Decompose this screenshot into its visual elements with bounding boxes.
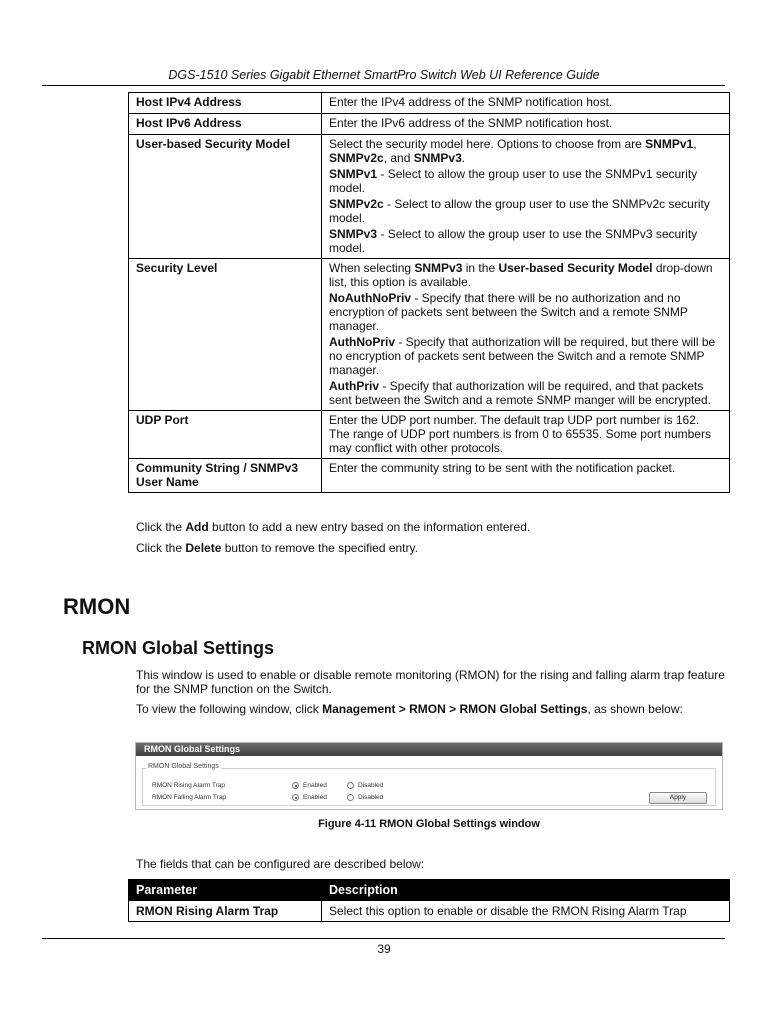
table-row — [129, 93, 730, 114]
intro-paragraph: This window is used to enable or disable remote monitoring (RMON) for the rising and falling alarm trap feature for the SNMP function on the Switch. — [136, 668, 725, 696]
section-subheading: RMON Global Settings — [82, 638, 275, 658]
param-name: RMON Rising Alarm Trap — [129, 901, 322, 922]
table-row — [129, 901, 730, 922]
rising-enabled-option[interactable]: Enabled — [292, 782, 327, 789]
page-number: 39 — [377, 942, 391, 956]
fields-table — [128, 879, 730, 922]
parameter-table — [128, 92, 730, 493]
table-row — [129, 135, 730, 259]
column-header: Parameter — [129, 880, 322, 901]
param-name: UDP Port — [129, 411, 322, 459]
param-name: Host IPv6 Address — [129, 114, 322, 135]
radio-selected-icon[interactable] — [292, 794, 299, 801]
param-desc: Enter the IPv6 address of the SNMP notification host. — [322, 114, 730, 135]
delete-note: Click the Delete button to remove the specified entry. — [136, 541, 418, 555]
param-desc: Enter the IPv4 address of the SNMP notification host. — [322, 93, 730, 114]
param-desc: Select this option to enable or disable the RMON Rising Alarm Trap — [322, 901, 730, 922]
rising-disabled-option[interactable]: Disabled — [347, 782, 383, 789]
falling-disabled-option[interactable]: Disabled — [347, 794, 383, 801]
column-header: Description — [322, 880, 730, 901]
param-name: Host IPv4 Address — [129, 93, 322, 114]
desc-paragraph: SNMPv2c - Select to allow the group user to use the SNMPv2c security model. — [329, 197, 710, 225]
param-desc: Enter the community string to be sent with the notification packet. — [322, 459, 730, 493]
figure-caption: Figure 4-11 RMON Global Settings window — [318, 818, 540, 830]
desc-paragraph: NoAuthNoPriv - Specify that there will be no authorization and no encryption of packets sent between the Switch and a remote SNMP manager. — [329, 291, 688, 333]
table-header-row — [129, 880, 730, 901]
table-row — [129, 411, 730, 459]
desc-paragraph: SNMPv3 - Select to allow the group user to use the SNMPv3 security model. — [329, 227, 698, 255]
table-row — [129, 114, 730, 135]
param-desc: Enter the UDP port number. The default trap UDP port number is 162. The range of UDP port numbers is from 0 to 65535. Some port numbers may conflict with other protocols. — [322, 411, 730, 459]
radio-icon[interactable] — [347, 782, 354, 789]
nav-paragraph: To view the following window, click Management > RMON > RMON Global Settings, as shown below: — [136, 702, 683, 716]
fieldset-legend: RMON Global Settings — [148, 763, 219, 770]
falling-trap-label: RMON Falling Alarm Trap — [152, 794, 227, 801]
desc-paragraph: AuthNoPriv - Specify that authorization will be required, but there will be no encryption of packets sent between the Switch and a remote SNMP manager. — [329, 335, 716, 377]
apply-button[interactable]: Apply — [649, 792, 707, 804]
rmon-settings-screenshot — [135, 742, 723, 810]
desc-paragraph: Select the security model here. Options to choose from are SNMPv1, SNMPv2c, and SNMPv3. — [329, 137, 697, 165]
param-name: Community String / SNMPv3 User Name — [129, 459, 322, 493]
param-desc — [322, 259, 730, 411]
param-name: Security Level — [129, 259, 322, 411]
section-heading: RMON — [63, 594, 131, 619]
falling-enabled-option[interactable]: Enabled — [292, 794, 327, 801]
desc-paragraph: When selecting SNMPv3 in the User-based Security Model drop-down list, this option is available. — [329, 261, 713, 289]
add-note: Click the Add button to add a new entry based on the information entered. — [136, 520, 531, 534]
radio-icon[interactable] — [347, 794, 354, 801]
radio-selected-icon[interactable] — [292, 782, 299, 789]
footer-rule — [42, 938, 725, 939]
page-header: DGS-1510 Series Gigabit Ethernet SmartPro Switch Web UI Reference Guide — [168, 68, 600, 82]
desc-paragraph: AuthPriv - Specify that authorization will be required, and that packets sent between the Switch and a remote SNMP manger will be encrypted. — [329, 379, 711, 407]
fields-intro: The fields that can be configured are described below: — [136, 857, 425, 871]
param-desc — [322, 135, 730, 259]
window-title: RMON Global Settings — [136, 743, 722, 756]
param-name: User-based Security Model — [129, 135, 322, 259]
table-row — [129, 259, 730, 411]
settings-fieldset — [142, 768, 716, 806]
header-rule — [42, 85, 725, 86]
rising-trap-label: RMON Rising Alarm Trap — [152, 782, 225, 789]
desc-paragraph: SNMPv1 - Select to allow the group user to use the SNMPv1 security model. — [329, 167, 698, 195]
table-row — [129, 459, 730, 493]
